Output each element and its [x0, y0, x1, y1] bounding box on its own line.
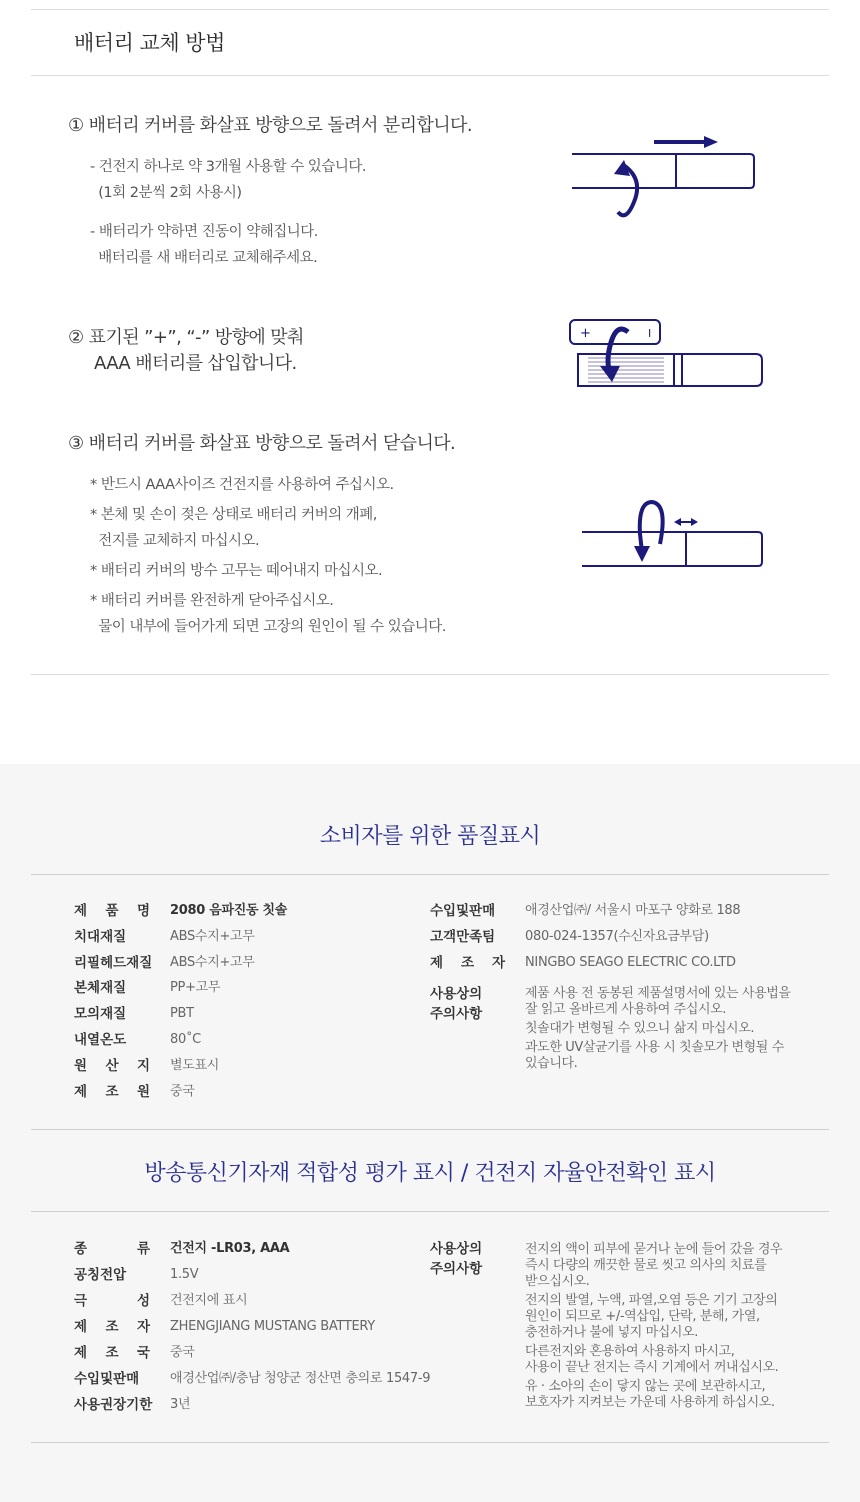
- spec-label: 공칭전압: [74, 1267, 127, 1283]
- spec-value: NINGBO SEAGO ELECTRIC CO.LTD: [525, 955, 736, 970]
- caution-paragraph: 과도한 UV살균기를 사용 시 칫솔모가 변형될 수 있습니다.: [525, 1040, 784, 1071]
- spec-value: 건전지 -LR03, AAA: [170, 1241, 290, 1256]
- battery-title-divider: [31, 75, 829, 76]
- caution-paragraph: 유 · 소아의 손이 닿지 않는 곳에 보관하시고, 보호자가 지켜보는 가운데 사용하게 하십시오.: [525, 1379, 775, 1410]
- spec-value: ABS수지+고무: [170, 954, 255, 970]
- spec-value: PP+고무: [170, 980, 221, 996]
- step1-title: ① 배터리 커버를 화살표 방향으로 돌려서 분리합니다.: [68, 115, 472, 136]
- quality-caution-label-1: 사용상의: [430, 986, 483, 1002]
- spec-label: 치대재질: [74, 928, 127, 945]
- step3-note-1: * 반드시 AAA사이즈 건전지를 사용하여 주십시오.: [90, 477, 394, 493]
- spec-value: 건전지에 표시: [170, 1293, 248, 1308]
- spec-value: ABS수지+고무: [170, 928, 255, 944]
- spec-label: 제 조 원: [74, 1083, 150, 1100]
- battery-section-title: 배터리 교체 방법: [74, 31, 225, 55]
- broadcast-caution-label-1: 사용상의: [430, 1241, 483, 1257]
- spec-value: 애경산업㈜/ 서울시 마포구 양화로 188: [525, 903, 741, 918]
- step3-illustration-icon: [576, 494, 770, 570]
- spec-value: 080-024-1357(수신자요금부담): [525, 929, 709, 944]
- broadcast-title-divider: [31, 1211, 829, 1212]
- spec-value: 3년: [170, 1397, 191, 1412]
- caution-paragraph: 전지의 발열, 누액, 파열,오염 등은 기기 고장의 원인이 되므로 +/-역삽입, 단락, 분해, 가열, 충전하거나 불에 넣지 마십시오.: [525, 1293, 778, 1340]
- step3-title: ③ 배터리 커버를 화살표 방향으로 돌려서 닫습니다.: [68, 433, 456, 454]
- quality-caution-text: [525, 986, 795, 1075]
- caution-paragraph: 제품 사용 전 동봉된 제품설명서에 있는 사용법을 잘 읽고 올바르게 사용하여 주십시오.: [525, 986, 791, 1017]
- spec-label: 제 조 자: [430, 955, 505, 971]
- spec-label: 수입및판매: [430, 903, 496, 919]
- battery-bottom-divider: [31, 674, 829, 675]
- spec-label: 원 산 지: [74, 1057, 150, 1074]
- spec-value: 애경산업㈜/충남 청양군 정산면 충의로 1547-9: [170, 1371, 431, 1386]
- spec-value: 중국: [170, 1345, 195, 1360]
- battery-plus-label: +: [580, 326, 591, 341]
- step1-illustration-icon: [566, 130, 766, 230]
- step2-title-line2: AAA 배터리를 삽입합니다.: [94, 353, 297, 374]
- top-divider: [31, 9, 829, 10]
- spec-value: 2080 음파진동 칫솔: [170, 903, 287, 918]
- step1-note-2: - 배터리가 약하면 진동이 약해집니다. 배터리를 새 배터리로 교체해주세요.: [90, 224, 318, 266]
- quality-caution-label-2: 주의사항: [430, 1006, 483, 1022]
- step2-title-line1: ② 표기된 ”+”, “-” 방향에 맞춰: [68, 327, 304, 348]
- spec-label: 제 조 자: [74, 1319, 150, 1335]
- caution-paragraph: 다른전지와 혼용하여 사용하지 마시고, 사용이 끝난 전지는 즉시 기계에서 꺼내십시오.: [525, 1344, 779, 1375]
- broadcast-caution-label: [430, 1239, 505, 1279]
- spec-label: 사용권장기한: [74, 1397, 153, 1413]
- spec-label: 모의재질: [74, 1006, 127, 1023]
- broadcast-bottom-divider: [31, 1442, 829, 1443]
- spec-value: ZHENGJIANG MUSTANG BATTERY: [170, 1319, 375, 1334]
- spec-label: 극 성: [74, 1293, 150, 1309]
- spec-value: 80˚C: [170, 1032, 201, 1047]
- step3-note-4: * 배터리 커버를 완전하게 닫아주십시오. 물이 내부에 들어가게 되면 고장의 원인이 될 수 있습니다.: [90, 593, 446, 635]
- quality-caution-label: [430, 984, 505, 1024]
- quality-bottom-divider: [31, 1129, 829, 1130]
- spec-label: 본체재질: [74, 980, 127, 997]
- spec-label: 고객만족팀: [430, 929, 496, 945]
- spec-label: 리필헤드재질: [74, 954, 153, 971]
- quality-title-divider: [31, 874, 829, 875]
- step3-note-3: * 배터리 커버의 방수 고무는 떼어내지 마십시오.: [90, 563, 383, 579]
- spec-label: 종 류: [74, 1241, 150, 1257]
- spec-value: PBT: [170, 1006, 194, 1022]
- caution-paragraph: 칫솔대가 변형될 수 있으니 삶지 마십시오.: [525, 1021, 755, 1036]
- broadcast-caution-label-2: 주의사항: [430, 1261, 483, 1277]
- quality-section-title: 소비자를 위한 품질표시: [319, 824, 541, 849]
- caution-paragraph: 전지의 액이 피부에 묻거나 눈에 들어 갔을 경우 즉시 다량의 깨끗한 물로 씻고 의사의 치료를 받으십시오.: [525, 1242, 783, 1289]
- step1-note-1: - 건전지 하나로 약 3개월 사용할 수 있습니다. (1회 2분씩 2회 사용시): [90, 159, 366, 201]
- spec-label: 제 조 국: [74, 1345, 150, 1361]
- battery-minus-label: I: [648, 327, 652, 340]
- broadcast-section-title: 방송통신기자재 적합성 평가 표시 / 건전지 자율안전확인 표시: [144, 1161, 716, 1186]
- broadcast-caution-text: [525, 1242, 795, 1414]
- step2-illustration-icon: [566, 316, 766, 394]
- step3-note-2: * 본체 및 손이 젖은 상태로 배터리 커버의 개폐, 전지를 교체하지 마십시오.: [90, 507, 377, 549]
- spec-label: 수입및판매: [74, 1371, 140, 1387]
- spec-value: 중국: [170, 1083, 195, 1099]
- spec-value: 별도표시: [170, 1057, 220, 1073]
- spec-label: 내열온도: [74, 1032, 127, 1048]
- spec-value: 1.5V: [170, 1267, 199, 1282]
- spec-label: 제 품 명: [74, 903, 150, 919]
